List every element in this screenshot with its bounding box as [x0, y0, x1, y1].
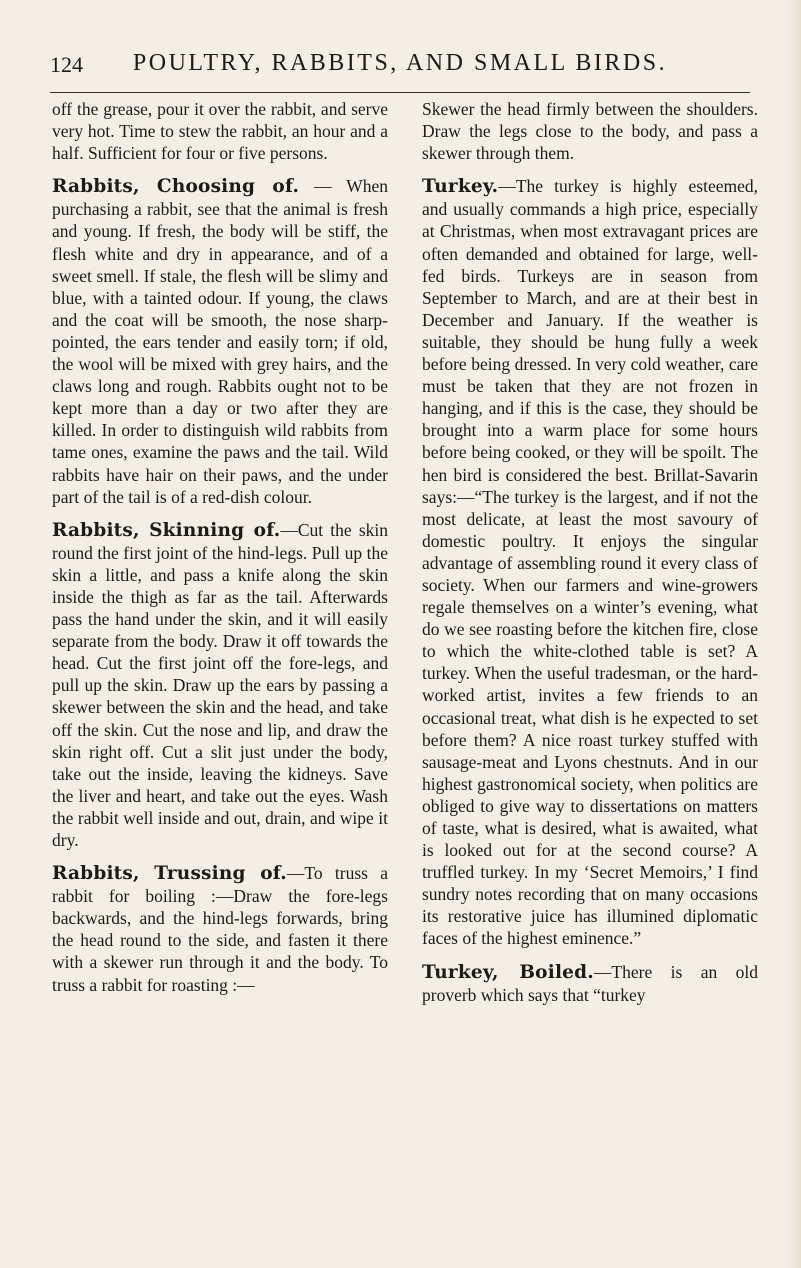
entry-text: — When purchasing a rabbit, see that the animal is fresh and young. If fresh, the body will be stiff, the flesh white and dry in appearance, and of a sweet smell. If stale, the flesh will be slimy and blue, with a tainted odour. If young, the claws and the coat will be smooth, the nose sharp-pointed, the ears tender and easily torn; if old, the wool will be mixed with grey hairs, and the claws long and rough. Rabbits ought not to be kept more than a day or two after they are killed. In order to distinguish wild rabbits from tame ones, examine the paws and the tail. Wild rabbits have hair on their paws, and the under part of the tail is of a red-dish colour.: [52, 176, 388, 507]
entry-heading: Rabbits, Trussing of.: [52, 863, 287, 885]
entry-rabbits-trussing: [52, 862, 388, 996]
entry-text: Skewer the head firmly between the shoulders. Draw the legs close to the body, and pass a skewer through them.: [422, 99, 758, 164]
entry-heading: Turkey, Boiled.: [422, 961, 594, 983]
entry-turkey-boiled: [422, 961, 758, 1006]
entry-heading: Turkey.: [422, 176, 499, 198]
continuation-paragraph: [52, 98, 388, 164]
header-rule: [50, 92, 750, 93]
page-number: 124: [50, 52, 83, 77]
entry-rabbits-choosing: [52, 175, 388, 507]
page-edge-shadow: [787, 0, 801, 1268]
page-header: [50, 48, 750, 88]
entry-text: —To truss a rabbit for boiling :—Draw the fore-legs backwards, and the hind-legs forwards, bring the head round to the side, and fasten it there with a skewer run through it and the body. To truss a rabbit for roasting :—: [52, 863, 388, 995]
right-column: [422, 98, 758, 1006]
entry-rabbits-skinning: [52, 519, 388, 851]
left-column: [52, 98, 388, 996]
entry-heading: Rabbits, Skinning of.: [52, 519, 281, 541]
entry-turkey: [422, 175, 758, 949]
running-title: POULTRY, RABBITS, AND SMALL BIRDS.: [132, 50, 668, 76]
entry-text: —Cut the skin round the first joint of the hind-legs. Pull up the skin a little, and pass a knife along the skin inside the thigh as far as the tail. Afterwards pass the hand under the skin, and it will easily separate from the body. Draw it off towards the head. Cut the first joint off the fore-legs, and pull up the skin. Draw up the ears by passing a skewer between the skin and the head, and take off the skin. Cut the nose and lip, and draw the skin right off. Cut a slit just under the body, take out the inside, leaving the kidneys. Save the liver and heart, and take out the eyes. Wash the rabbit well inside and out, drain, and wipe it dry.: [52, 519, 388, 850]
entry-heading: Rabbits, Choosing of.: [52, 176, 300, 198]
entry-text: —There is an old proverb which says that “turkey: [422, 961, 758, 1005]
entry-text: off the grease, pour it over the rabbit, and serve very hot. Time to stew the rabbit, an hour and a half. Sufficient for four or five persons.: [52, 99, 388, 164]
entry-text: —The turkey is highly esteemed, and usually commands a high price, especially at Christmas, when most extravagant prices are often demanded and obtained for large, well-fed birds. Turkeys are in season from September to March, and are at their best in December and January. If the weather is suitable, they should be hung fully a week before being dressed. In very cold weather, care must be taken that they are not frozen in hanging, and if this is the case, they should be brought into a warm place for some hours before being cooked, or they will be spoilt. The hen bird is considered the best. Brillat-Savarin says:—“The turkey is the largest, and if not the most delicate, at least the most savoury of domestic poultry. It enjoys the singular advantage of assembling round it every class of society. When our farmers and wine-growers regale themselves on a winter’s evening, what do we see roasting before the kitchen fire, close to which the white-clothed table is set? A turkey. When the useful tradesman, or the hard-worked artist, invites a few friends to an occasional treat, what dish is he expected to set before them? A nice roast turkey stuffed with sausage-meat and Lyons chestnuts. And in our highest gastronomical society, when politics are obliged to give way to dissertations on matters of taste, what is desired, what is awaited, what is looked out for at the second course? A truffled turkey. In my ‘Secret Memoirs,’ I find sundry notes recording that on many occasions its restorative juice has illumined diplomatic faces of the highest eminence.”: [422, 176, 758, 949]
continuation-paragraph: [422, 98, 758, 164]
